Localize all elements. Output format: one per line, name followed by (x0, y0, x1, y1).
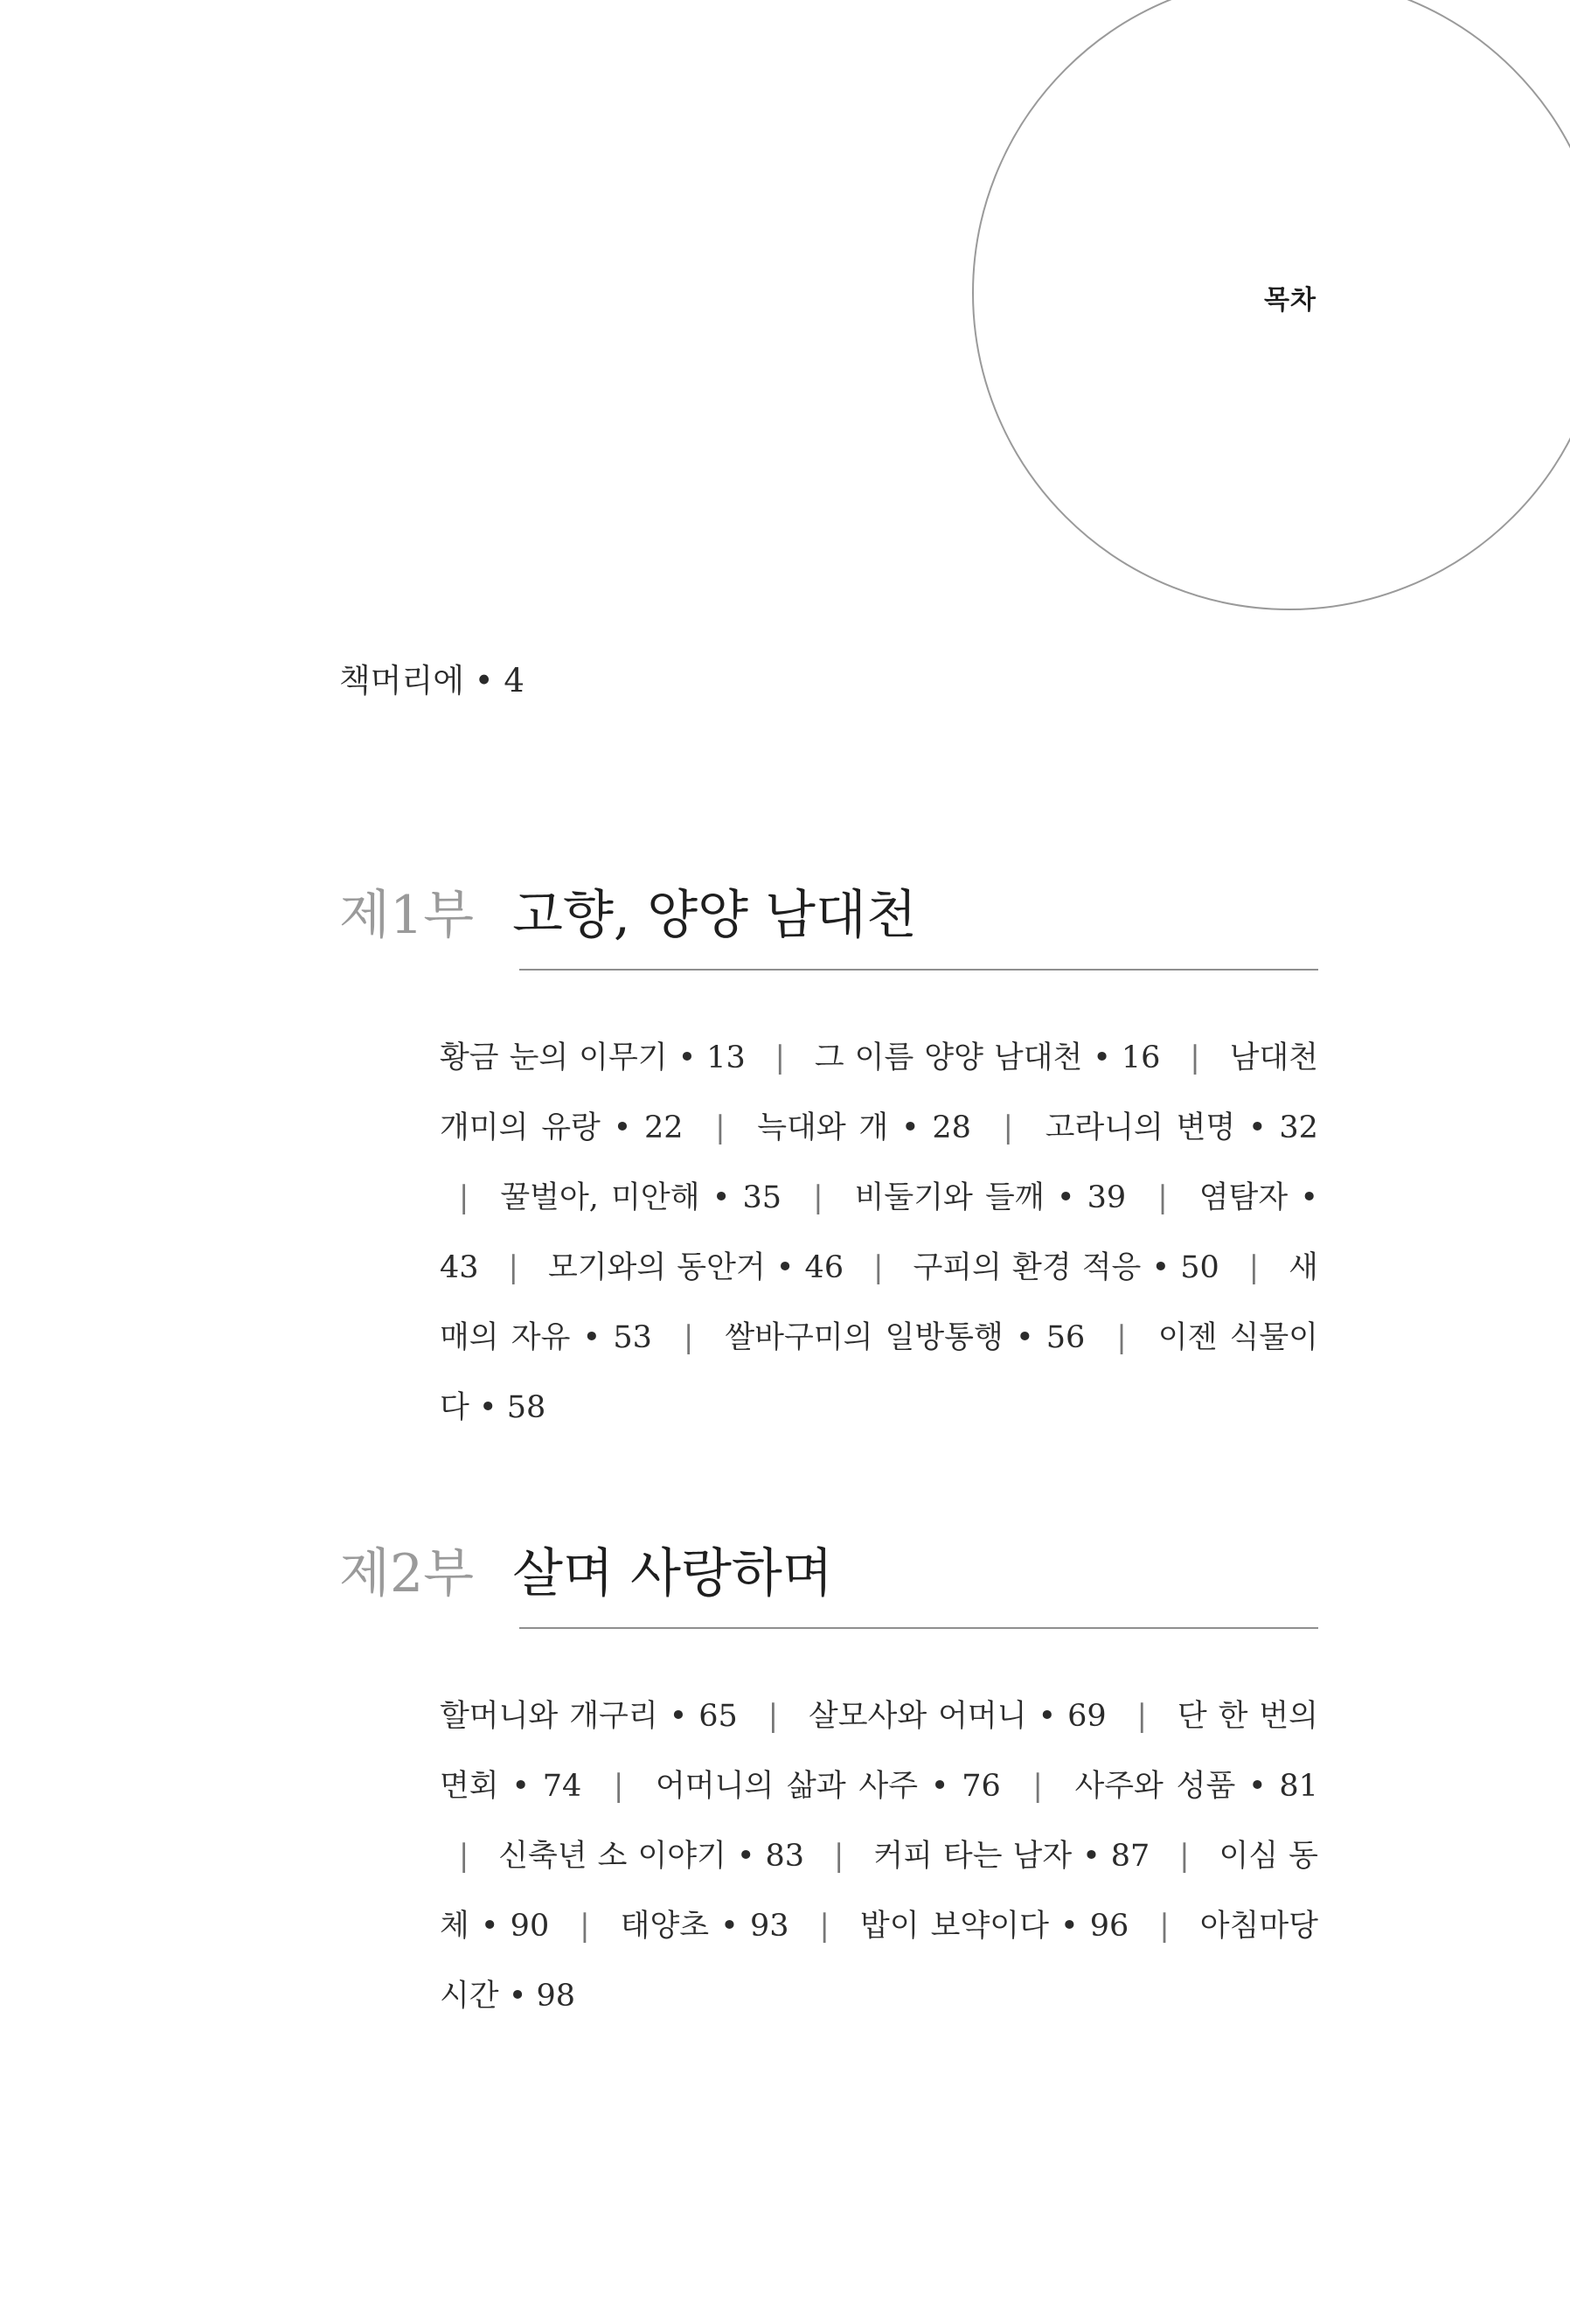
entry-separator: | (1032, 1769, 1043, 1804)
toc-entry[interactable]: 사주와 성품 • 81 (1074, 1769, 1318, 1804)
part-title: 고향, 양양 남대천 (512, 885, 917, 946)
toc-entry[interactable]: 고라니의 변명 • 32 (1045, 1110, 1318, 1145)
entry-separator: | (508, 1250, 519, 1285)
entry-separator: | (458, 1180, 469, 1215)
toc-entry[interactable]: 밥이 보약이다 • 96 (859, 1909, 1129, 1944)
toc-entry[interactable]: 새매의 자유 • 53 (440, 1250, 1318, 1355)
toc-entry[interactable]: 모기와의 동안거 • 46 (547, 1250, 844, 1285)
entry-separator: | (1003, 1110, 1014, 1145)
toc-entry[interactable]: 그 이름 양양 남대천 • 16 (814, 1040, 1161, 1075)
toc-entry[interactable]: 커피 타는 남자 • 87 (873, 1839, 1150, 1874)
toc-entry[interactable]: 신축년 소 이야기 • 83 (498, 1839, 805, 1874)
toc-entry[interactable]: 쌀바구미의 일방통행 • 56 (725, 1320, 1086, 1355)
toc-heading: 목차 (1264, 285, 1316, 316)
entry-separator: | (768, 1699, 779, 1734)
toc-entry[interactable]: 단 한 번의 면회 • 74 (440, 1699, 1318, 1804)
entry-separator: | (1136, 1699, 1148, 1734)
toc-entry[interactable]: 할머니와 개구리 • 65 (440, 1699, 738, 1734)
entry-separator: | (1116, 1320, 1127, 1355)
part-2 (339, 1534, 1318, 2014)
part-1 (339, 876, 1318, 1425)
entry-separator: | (580, 1909, 590, 1944)
entry-list (440, 1681, 1318, 2031)
entry-separator: | (1159, 1909, 1170, 1944)
toc-entry[interactable]: 어머니의 삶과 사주 • 76 (656, 1769, 1001, 1804)
entry-separator: | (613, 1769, 624, 1804)
toc-entry[interactable]: 늑대와 개 • 28 (757, 1110, 971, 1145)
toc-entry[interactable]: 남대천 개미의 유랑 • 22 (440, 1040, 1318, 1145)
entry-separator: | (1248, 1250, 1260, 1285)
divider (519, 1627, 1318, 1629)
toc-entry-preface[interactable]: 책머리에 • 4 (339, 662, 524, 699)
part-header (339, 1534, 1318, 1613)
part-number: 제1부 (339, 885, 475, 946)
toc-entry[interactable]: 이젠 식물이다 • 58 (440, 1320, 1318, 1425)
entry-separator: | (714, 1110, 726, 1145)
toc-entry[interactable]: 구피의 환경 적응 • 50 (913, 1250, 1219, 1285)
toc-entry[interactable]: 황금 눈의 이무기 • 13 (440, 1040, 746, 1075)
entry-separator: | (872, 1250, 884, 1285)
part-title: 살며 사랑하며 (512, 1543, 833, 1604)
toc-entry[interactable]: 살모사와 어머니 • 69 (808, 1699, 1107, 1734)
entry-list (440, 1023, 1318, 1443)
entry-separator: | (1190, 1040, 1200, 1075)
entry-separator: | (1157, 1180, 1168, 1215)
toc-entry[interactable]: 이심 동체 • 90 (440, 1839, 1318, 1944)
entry-separator: | (833, 1839, 844, 1874)
entry-separator: | (775, 1040, 786, 1075)
toc-entry[interactable]: 염탐자 • 43 (440, 1180, 1318, 1285)
entry-separator: | (458, 1839, 469, 1874)
part-header (339, 876, 1318, 955)
entry-separator: | (1179, 1839, 1190, 1874)
toc-entry[interactable]: 꿀벌아, 미안해 • 35 (500, 1180, 782, 1215)
entry-separator: | (812, 1180, 823, 1215)
toc-entry[interactable]: 아침마당 시간 • 98 (440, 1909, 1318, 2014)
toc-entry[interactable]: 태양초 • 93 (620, 1909, 789, 1944)
toc-entry[interactable]: 비둘기와 들깨 • 39 (854, 1180, 1127, 1215)
divider (519, 969, 1318, 971)
part-number: 제2부 (339, 1543, 475, 1604)
entry-separator: | (683, 1320, 694, 1355)
entry-separator: | (819, 1909, 830, 1944)
